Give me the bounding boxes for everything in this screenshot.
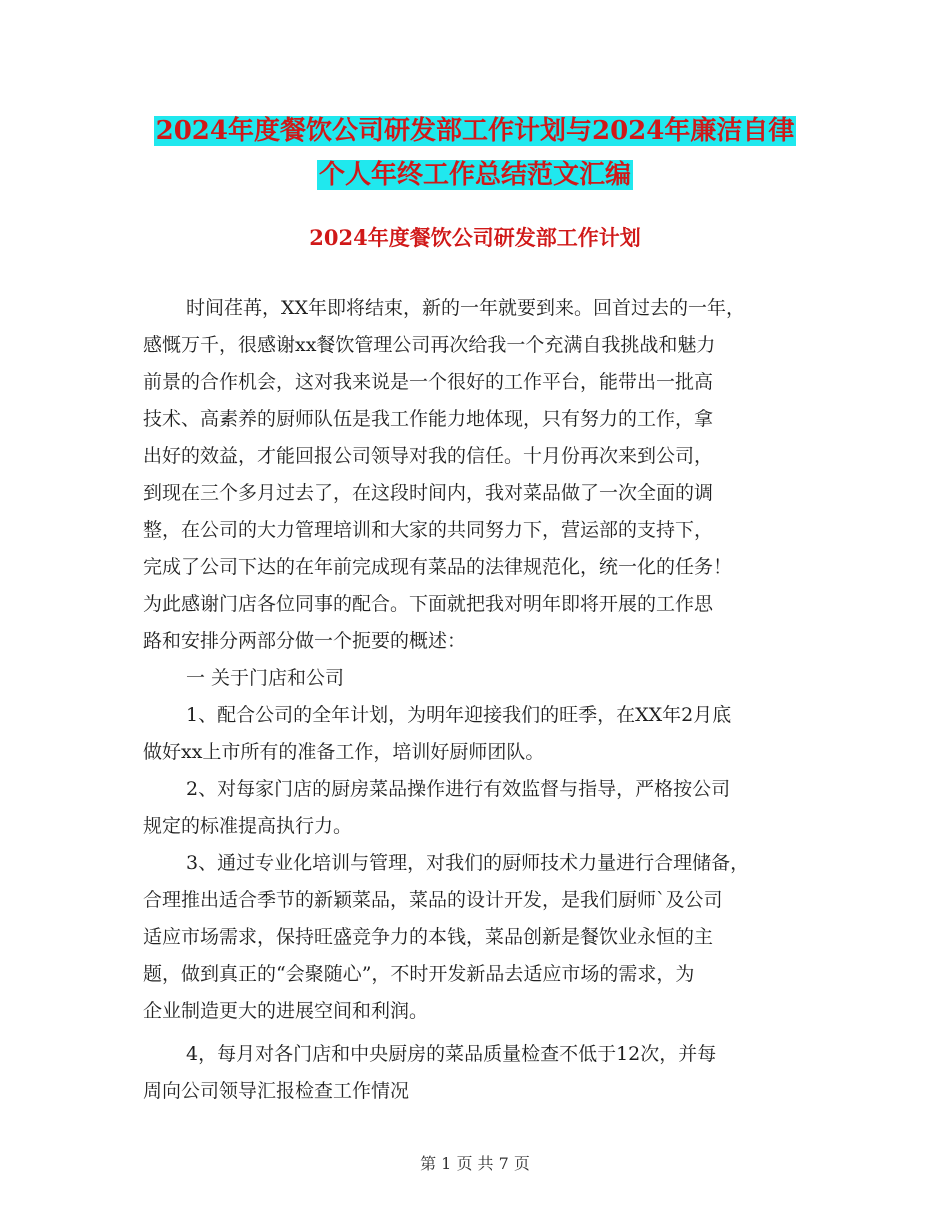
paragraph-line: 技术、高素养的厨师队伍是我工作能力地体现，只有努力的工作，拿	[143, 408, 714, 430]
subheading-line: 一 关于门店和公司	[186, 667, 345, 689]
paragraph-line: 企业制造更大的进展空间和利润。	[143, 1000, 429, 1022]
paragraph-line: 路和安排分两部分做一个扼要的概述：	[143, 630, 467, 652]
document-title-line-2	[0, 155, 950, 195]
paragraph-line: 时间荏苒，XX年即将结束，新的一年就要到来。回首过去的一年，	[186, 297, 746, 319]
document-title-line-1-text: 2024年度餐饮公司研发部工作计划与2024年廉洁自律	[155, 116, 795, 146]
paragraph-line: 适应市场需求，保持旺盛竞争力的本钱，菜品创新是餐饮业永恒的主	[143, 926, 714, 948]
paragraph-line: 题，做到真正的“会聚随心”，不时开发新品去适应市场的需求，为	[143, 963, 695, 985]
paragraph-line: 合理推出适合季节的新颖菜品，菜品的设计开发，是我们厨师`及公司	[143, 889, 723, 911]
paragraph-line: 完成了公司下达的在年前完成现有菜品的法律规范化，统一化的任务！	[143, 556, 733, 578]
paragraph-line: 周向公司领导汇报检查工作情况	[143, 1080, 410, 1102]
paragraph-line: 2、对每家门店的厨房菜品操作进行有效监督与指导，严格按公司	[186, 778, 731, 800]
paragraph-line: 4，每月对各门店和中央厨房的菜品质量检查不低于12次，并每	[186, 1043, 717, 1065]
paragraph-line: 3、通过专业化培训与管理，对我们的厨师技术力量进行合理储备，	[186, 852, 750, 874]
paragraph-line: 到现在三个多月过去了，在这段时间内，我对菜品做了一次全面的调	[143, 482, 714, 504]
section-title: 2024年度餐饮公司研发部工作计划	[309, 225, 641, 250]
paragraph-line: 做好xx上市所有的准备工作，培训好厨师团队。	[143, 741, 545, 763]
paragraph-line: 1、配合公司的全年计划，为明年迎接我们的旺季，在XX年2月底	[186, 704, 732, 726]
paragraph-line: 为此感谢门店各位同事的配合。下面就把我对明年即将开展的工作思	[143, 593, 714, 615]
paragraph-line: 感慨万千，很感谢xx餐饮管理公司再次给我一个充满自我挑战和魅力	[143, 334, 716, 356]
page-footer: 第 1 页 共 7 页	[420, 1154, 530, 1173]
document-title-line-1	[0, 111, 950, 151]
paragraph-line: 前景的合作机会，这对我来说是一个很好的工作平台，能带出一批高	[143, 371, 714, 393]
paragraph-line: 出好的效益，才能回报公司领导对我的信任。十月份再次来到公司，	[143, 445, 714, 467]
paragraph-line: 整，在公司的大力管理培训和大家的共同努力下，营运部的支持下，	[143, 519, 714, 541]
paragraph-line: 规定的标准提高执行力。	[143, 815, 353, 837]
document-title-line-2-text: 个人年终工作总结范文汇编	[318, 160, 631, 190]
